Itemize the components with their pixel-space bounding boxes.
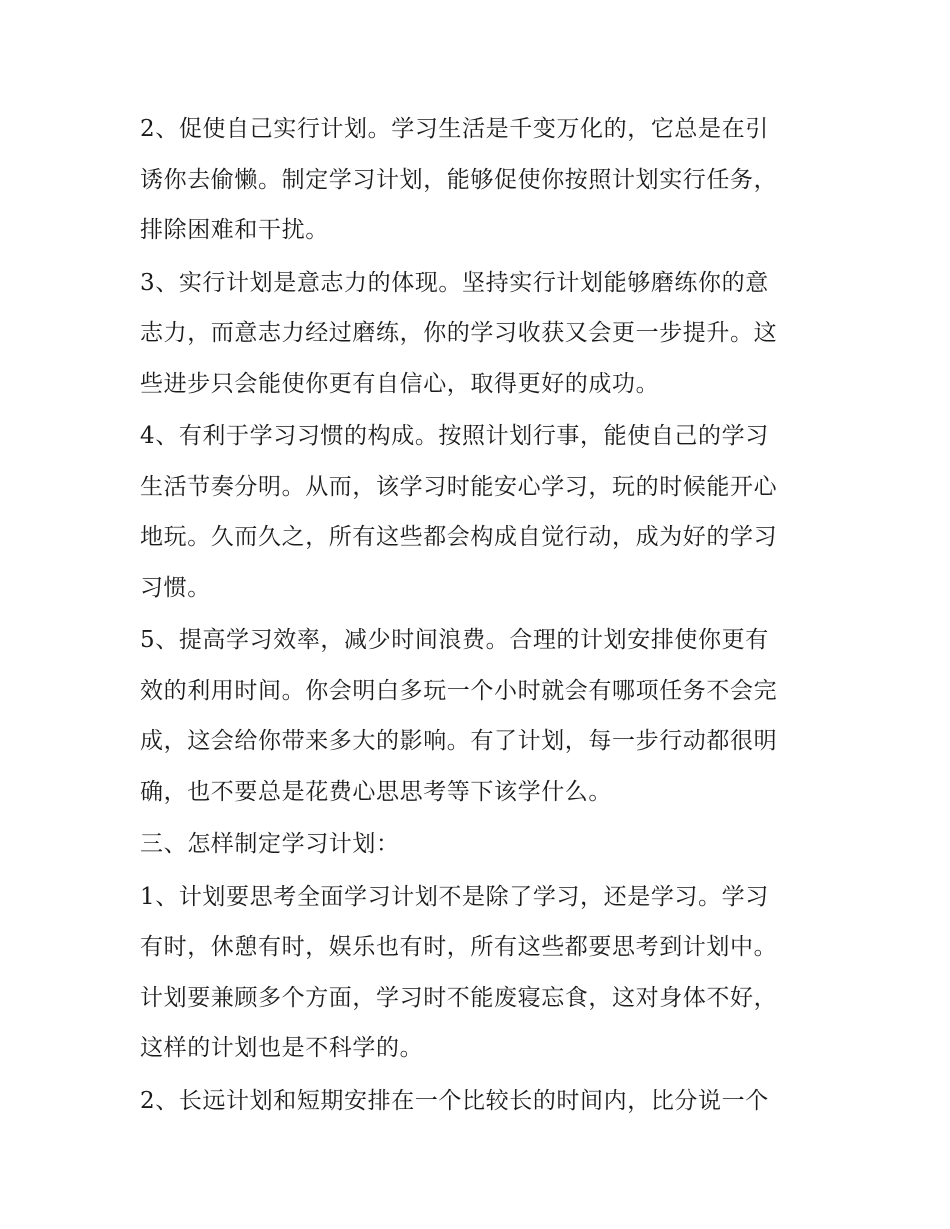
text-line: 确，也不要总是花费心思思考等下该学什么。: [140, 778, 612, 805]
text-line: 计划要兼顾多个方面，学习时不能废寝忘食，这对身体不好，: [140, 984, 778, 1011]
text-line: 三、怎样制定学习计划：: [140, 831, 400, 857]
text-line: 1、计划要思考全面学习计划不是除了学习，还是学习。学习: [140, 883, 769, 910]
paragraph-4-habits: [140, 411, 820, 613]
text-line: 排除困难和干扰。: [140, 217, 329, 243]
paragraph-3-willpower: [140, 258, 820, 410]
text-line: 2、促使自己实行计划。学习生活是千变万化的，它总是在引: [140, 116, 769, 142]
paragraph-2-execute-plan: [140, 104, 820, 256]
paragraph-1-comprehensive: [140, 872, 820, 1074]
text-line: 成，这会给你带来多大的影响。有了计划，每一步行动都很明: [140, 728, 778, 754]
text-line: 2、长远计划和短期安排在一个比较长的时间内，比分说一个: [140, 1087, 769, 1114]
text-line: 诱你去偷懒。制定学习计划，能够促使你按照计划实行任务，: [140, 166, 778, 193]
section-heading-how-to-plan: [140, 819, 820, 870]
paragraph-5-efficiency: [140, 615, 820, 817]
text-line: 习惯。: [140, 574, 211, 601]
text-line: 3、实行计划是意志力的体现。坚持实行计划能够磨练你的意: [140, 269, 769, 296]
text-line: 5、提高学习效率，减少时间浪费。合理的计划安排使你更有: [140, 627, 769, 653]
document-body: [140, 104, 820, 1128]
text-line: 生活节奏分明。从而，该学习时能安心学习，玩的时候能开心: [140, 473, 778, 500]
text-line: 有时，休憩有时，娱乐也有时，所有这些都要思考到计划中。: [140, 934, 778, 960]
text-line: 4、有利于学习习惯的构成。按照计划行事，能使自己的学习: [140, 423, 769, 449]
text-line: 志力，而意志力经过磨练，你的学习收获又会更一步提升。这: [140, 320, 778, 346]
paragraph-2-long-short-term: [140, 1076, 820, 1127]
text-line: 地玩。久而久之，所有这些都会构成自觉行动，成为好的学习: [140, 524, 778, 550]
text-line: 效的利用时间。你会明白多玩一个小时就会有哪项任务不会完: [140, 677, 778, 704]
text-line: 些进步只会能使你更有自信心，取得更好的成功。: [140, 370, 660, 397]
text-line: 这样的计划也是不科学的。: [140, 1035, 424, 1061]
